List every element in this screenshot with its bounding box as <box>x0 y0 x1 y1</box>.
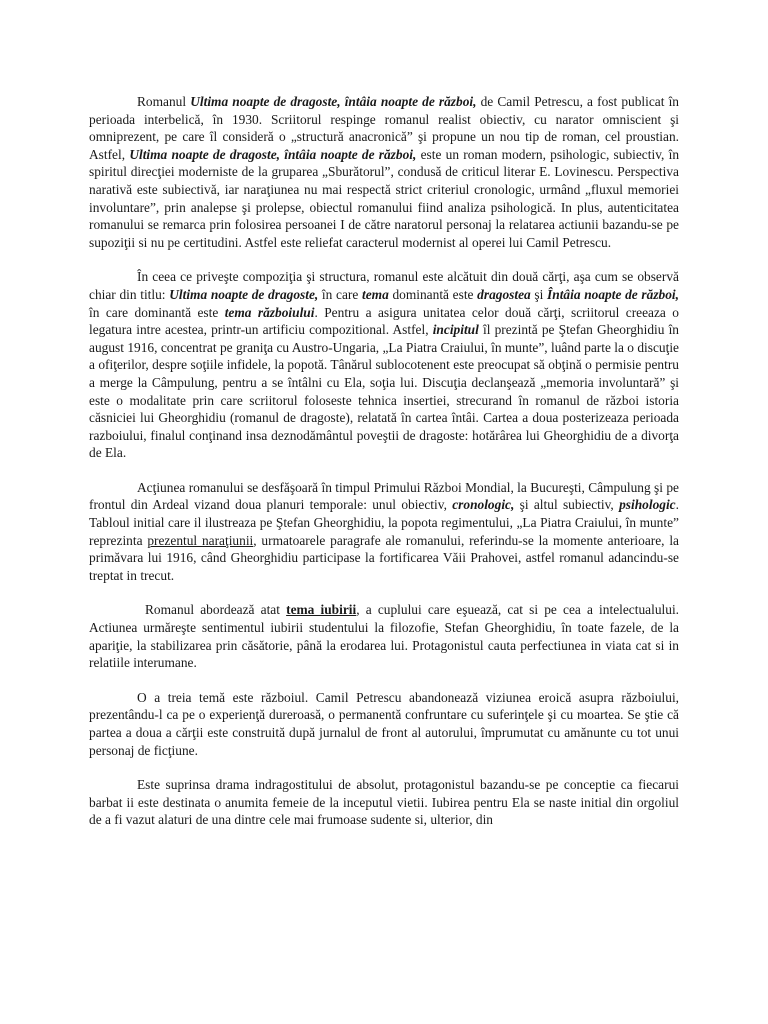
text-run: şi <box>530 286 548 302</box>
text-run: incipitul <box>432 322 479 338</box>
paragraph-war-theme <box>89 689 679 759</box>
text-run: dragostea <box>477 286 531 302</box>
text-run: : unul obiectiv, <box>363 497 453 513</box>
text-run: , urmatoarele paragrafe ale romanului, referindu-se la momente anterioare, la primăvara lui 1916, când Gheorghidiu participase la fortificarea Văii Prahovei, astfel romanul adancindu-se treptat in trecut. <box>89 532 679 583</box>
text-run: în care <box>318 286 362 302</box>
text-run: eroică asupra războiului, prezentându-l ca pe o experienţă dureroasă, o permanentă confruntare cu suferinţele şi cu moartea. Se ştie că partea a doua a cărţii este construită după jurnalul de front al autorului, împrumutat cu amănunte cu tot unui personaj de ficţiune. <box>89 689 680 758</box>
paragraph-intro <box>89 93 679 251</box>
document-body <box>89 93 679 846</box>
text-run: Este suprinsa drama indragostitului de absolut, protagonistul bazandu-se pe conceptie ca fiecarui barbat ii este destinata o anumita femeie de la inceputul vietii. Iubirea pentru Ela se naste initial din orgoliul de a fi vazut alaturi de una dintre cele mai frumoase sudente si, ulterior, din <box>89 777 679 828</box>
text-run: supoziţii <box>89 234 136 250</box>
text-run: Ultima noapte de dragoste, <box>169 286 319 302</box>
text-run: , a cuplului care eşuează, cat si pe cea a intelectualului. Actiunea urmăreşte sentimentul iubirii studentului la filozofie, Stefan Gheorghidiu, în toate fazele, de la apariţie, la stabilizarea prin căsătorie, până la erodarea lui. Protagonistul cauta perfectiunea in viata cat si in relatiile interumane. <box>89 602 680 671</box>
text-run: dominantă este <box>388 286 478 302</box>
text-run: Întâia noapte de război, <box>547 286 679 302</box>
text-run: Ultima noapte de dragoste, întâia noapte de război, <box>129 146 417 162</box>
text-run: compoziţia şi structura <box>242 269 367 285</box>
text-run: cărţi <box>542 269 567 285</box>
text-run: în romanul de război istoria căsniciei lui Gheorghidiu (romanul de dragoste), relatată în cartea întâi. Cartea a doua posterizeaza perioada razboiului, <box>89 392 679 443</box>
text-run: . Pentru a asigura unitatea celor două cărţi, scriitorul creeaza o legatura intre acestea, printr-un artificiu compozitional. Astfel, <box>89 304 679 338</box>
text-run: este un roman modern, psihologic, subiectiv, în spiritul direcţiei moderniste de la gruparea „Sburătorul”, condusă de criticul literar E. Lovinescu. Perspectiva narativă este subiectivă, iar naraţiunea nu mai respectă strict criteriul cronologic, urmând „fluxul memoriei involuntare”, prin <box>89 146 680 215</box>
text-run: Camil Petrescu abandonează <box>308 689 486 705</box>
text-run: îl prezintă pe Ştefan Gheorghidiu în august 1916, concentrat pe graniţa cu Austro-Ungaria, „La Piatra Craiului, în munte”, luând parte la o discuţie a ofiţerilor, despre soţiile infidele, la popotă. Tânărul sublocotenent este preocupat să obţină o permisie pentru a merge la Câmpulung, pentru a se întâlni cu Ela, soţia lui. Discuţia declanşează „memoria involuntară” şi este o modalitate prin care scriitorul <box>89 322 680 408</box>
text-run: O a treia temă este <box>137 689 262 705</box>
text-run: tema iubirii <box>286 602 357 618</box>
paragraph-composition <box>89 268 679 462</box>
text-run: Romanul <box>137 94 191 109</box>
text-run: prezentul naraţiunii <box>147 532 254 548</box>
text-run: planuri temporale <box>266 497 364 513</box>
text-run: În ceea ce priveşte <box>137 269 243 285</box>
text-run: psihologic <box>619 497 676 513</box>
text-run: , romanul este alcătuit din două <box>366 269 543 285</box>
text-run: si nu pe certitudini. Astfel este reliefat caracterul modernist al operei lui Camil Petrescu. <box>135 234 612 250</box>
text-run: tema <box>362 286 389 302</box>
text-run: romanului se desfăşoară în timpul Primului Război Mondial, la Bucureşti, Câmpulung şi pe frontul din Ardeal vizand doua <box>89 479 679 513</box>
text-run: viziunea <box>485 689 532 705</box>
text-run: prolepse <box>255 199 302 215</box>
text-run: Romanul abordează atat <box>145 602 287 618</box>
text-run: cronologic, <box>452 497 515 513</box>
text-run: în care dominantă este <box>89 304 225 320</box>
paragraph-love-theme <box>89 601 679 671</box>
text-run: războiul. <box>261 689 309 705</box>
paragraph-drama <box>89 776 679 829</box>
text-run: analepse <box>190 199 237 215</box>
text-run: şi altul subiectiv, <box>514 497 620 513</box>
paragraph-action <box>89 479 679 585</box>
text-run: foloseste tehnica insertiei, strecurand <box>304 392 513 408</box>
text-run: de Camil Petrescu, a fost publicat în perioada interbelică, în 1930. Scriitorul respinge romanul realist obiectiv, cu narator omniscient şi omniprezent, pe care îl consideră o „structură anacronică” şi propune un nou tip de roman, cel proustian. Astfel, <box>89 94 679 162</box>
text-run: şi <box>236 199 256 215</box>
text-run: , obiectul romanului fiind analiza psihologică. In plus, autenticitatea romanului se remarca prin folosirea persoanei I de către naratorul personaj la relatarea actiunii bazandu-se pe <box>89 199 679 233</box>
text-run: finalul <box>150 427 186 443</box>
text-run: tema războiului <box>224 304 315 320</box>
text-run: , aşa cum se observă chiar din titlu: <box>89 269 679 302</box>
text-run: Acţiunea <box>137 479 186 495</box>
text-run: conţinand insa deznodământul poveştii de dragoste: hotărârea lui Gheorghidiu de a divorţa de Ela. <box>89 427 679 461</box>
text-run: . Tabloul initial care il ilustreaza pe Ştefan Gheorghidiu, la popota regimentului, „La Piatra Craiului, în munte” reprezinta <box>89 497 679 548</box>
text-run: Ultima noapte de dragoste, întâia noapte de război, <box>190 94 477 109</box>
